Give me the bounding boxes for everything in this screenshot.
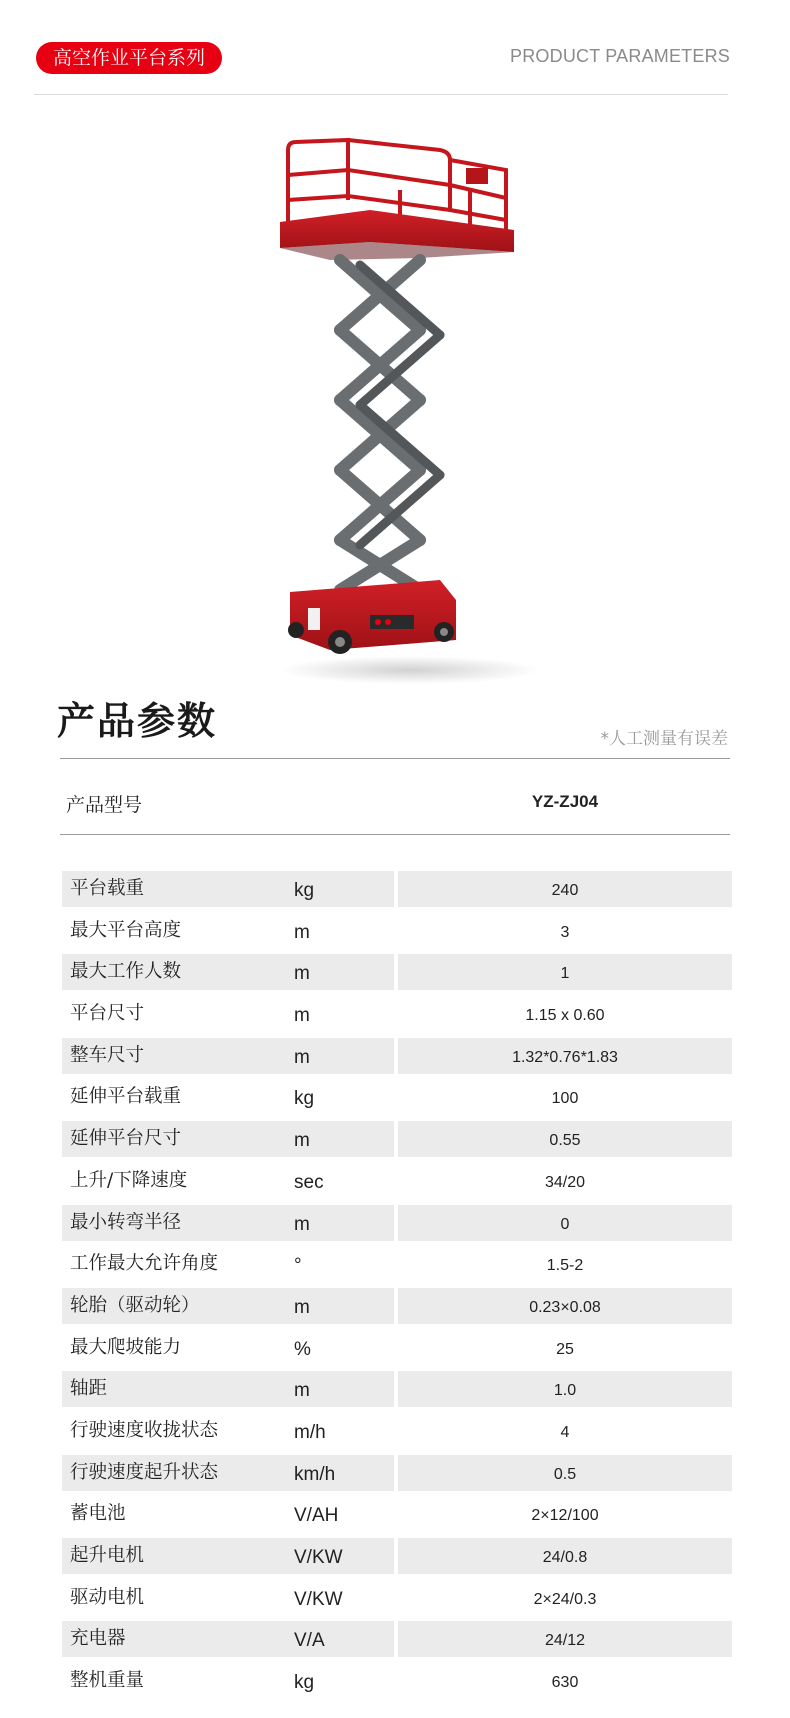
table-row [62, 1618, 732, 1660]
model-label: 产品型号 [66, 794, 143, 816]
table-row [62, 868, 732, 910]
spec-value: 1.15 x 0.60 [525, 1007, 605, 1025]
spec-name: 轴距 [70, 1378, 108, 1400]
spec-value: 1.32*0.76*1.83 [512, 1048, 618, 1066]
spec-unit: V/KW [294, 1588, 343, 1610]
spec-name: 行驶速度收拢状态 [70, 1419, 219, 1441]
spec-name: 整机重量 [70, 1670, 145, 1692]
table-row [62, 1535, 732, 1577]
table-row [62, 910, 732, 952]
spec-unit: kg [294, 880, 315, 901]
table-row [62, 1368, 732, 1410]
spec-unit: V/A [294, 1630, 325, 1652]
spec-name: 行驶速度起升状态 [70, 1461, 219, 1483]
spec-unit: m [294, 1130, 310, 1152]
header-divider [34, 94, 728, 95]
table-row [62, 1660, 732, 1702]
spec-name: 最大工作人数 [70, 961, 182, 983]
spec-unit: V/AH [294, 1505, 339, 1527]
model-divider [60, 834, 730, 835]
spec-value: 1.5-2 [546, 1257, 584, 1275]
spec-unit: kg [294, 1088, 315, 1110]
spec-name: 平台载重 [70, 878, 145, 899]
spec-value: 2×12/100 [531, 1507, 599, 1525]
spec-unit: sec [294, 1171, 324, 1193]
table-row [62, 1493, 732, 1535]
model-value: YZ-ZJ04 [531, 792, 599, 811]
section-title: 产品参数 [57, 699, 218, 743]
table-row [62, 993, 732, 1035]
header-english-title: PRODUCT PARAMETERS [510, 46, 730, 66]
spec-value: 0.55 [549, 1132, 581, 1150]
measurement-note: *人工测量有误差 [600, 729, 728, 749]
table-row [62, 951, 732, 993]
spec-unit: m [294, 1296, 310, 1318]
spec-name: 轮胎（驱动轮） [70, 1294, 200, 1316]
table-row [62, 1118, 732, 1160]
table-row [62, 1410, 732, 1452]
spec-value: 3 [560, 923, 570, 941]
spec-value: 2×24/0.3 [533, 1590, 597, 1608]
spec-name: 蓄电池 [70, 1503, 126, 1525]
spec-table [62, 868, 732, 1702]
spec-unit: m [294, 1046, 310, 1068]
spec-name: 延伸平台载重 [70, 1086, 182, 1108]
table-row [62, 1202, 732, 1244]
spec-value: 25 [556, 1340, 574, 1358]
table-row [62, 1577, 732, 1619]
spec-value: 24/12 [544, 1632, 586, 1650]
spec-name: 延伸平台尺寸 [70, 1128, 182, 1150]
spec-unit: m [294, 1005, 310, 1027]
table-row [62, 1160, 732, 1202]
spec-unit: km/h [294, 1463, 336, 1485]
spec-name: 充电器 [70, 1628, 126, 1650]
spec-value: 630 [551, 1674, 579, 1692]
spec-unit: m [294, 1380, 310, 1402]
spec-name: 平台尺寸 [70, 1003, 145, 1025]
spec-value: 0 [560, 1215, 570, 1233]
section-divider [60, 758, 730, 759]
spec-unit: m/h [294, 1421, 326, 1443]
spec-value: 240 [551, 882, 579, 899]
table-row [62, 1035, 732, 1077]
spec-value: 0.5 [553, 1465, 577, 1483]
spec-unit: m [294, 1213, 310, 1235]
spec-unit: % [294, 1338, 311, 1360]
table-row [62, 1285, 732, 1327]
spec-value: 24/0.8 [542, 1549, 588, 1566]
spec-name: 最大平台高度 [70, 919, 182, 941]
spec-name: 起升电机 [70, 1545, 145, 1566]
table-row [62, 1243, 732, 1285]
spec-name: 驱动电机 [70, 1586, 145, 1608]
spec-value: 34/20 [544, 1173, 586, 1191]
spec-unit: V/KW [294, 1547, 343, 1568]
spec-unit: m [294, 963, 310, 985]
series-badge: 高空作业平台系列 [36, 42, 222, 74]
scissor-lift-image [270, 130, 550, 690]
spec-value: 1 [560, 965, 570, 983]
spec-name: 整车尺寸 [70, 1044, 145, 1066]
spec-value: 0.23×0.08 [529, 1298, 601, 1316]
spec-value: 100 [551, 1090, 579, 1108]
spec-name: 最小转弯半径 [70, 1211, 182, 1233]
spec-value: 4 [560, 1423, 570, 1441]
table-row [62, 1452, 732, 1494]
spec-unit: kg [294, 1672, 315, 1694]
spec-unit: m [294, 921, 310, 943]
spec-value: 1.0 [553, 1382, 577, 1400]
spec-unit: ° [294, 1255, 302, 1277]
spec-name: 上升/下降速度 [70, 1169, 188, 1191]
table-row [62, 1076, 732, 1118]
spec-name: 工作最大允许角度 [70, 1253, 219, 1275]
table-row [62, 1327, 732, 1369]
spec-name: 最大爬坡能力 [70, 1336, 182, 1358]
